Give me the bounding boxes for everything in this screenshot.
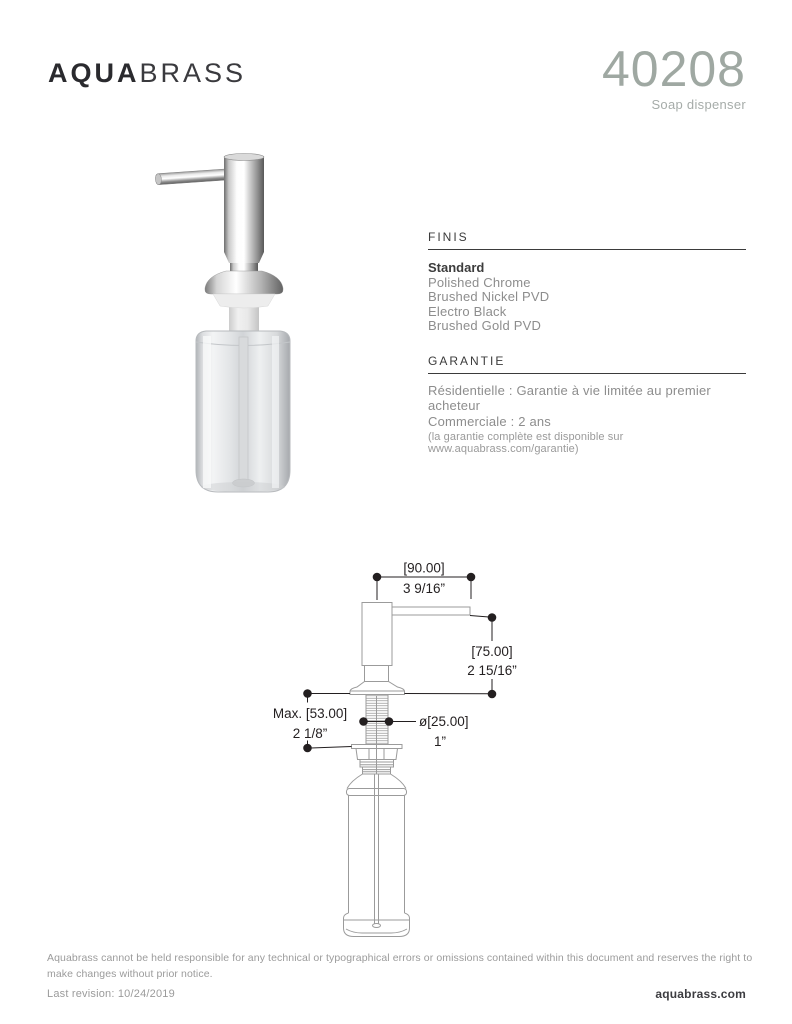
finish-divider [428,249,746,250]
product-number: 40208 [601,41,746,97]
finish-item: Brushed Gold PVD [428,318,542,333]
product-subtitle: Soap dispenser [651,97,746,112]
brand-logo [48,58,246,89]
finish-item: Polished Chrome [428,274,531,290]
warranty-commercial: Commerciale : 2 ans [428,413,552,429]
dim-height-mm-label: [75.00] [471,644,513,659]
info-column [428,230,746,455]
photo-pump-head [155,154,264,272]
dim-deck-mm-label: Max. [53.00] [272,706,348,721]
warranty-title: GARANTIE [428,353,506,368]
product-header [601,41,746,112]
footer-website-link[interactable]: aquabrass.com [655,987,746,1001]
dim-deck-in-label: 2 1/8” [292,726,328,741]
warranty-residential: Résidentielle : Garantie à vie limitée au premier acheteur [428,382,711,413]
footer-disclaimer: Aquabrass cannot be held responsible for any technical or typographical errors or omissions contained within this document and reserves the right to make changes without prior notice. [47,952,753,980]
finish-standard-label: Standard [428,260,485,275]
warranty-section [428,354,746,456]
dim-diameter-in-label: 1” [433,734,447,749]
photo-tube [239,337,248,483]
dim-height-in-label: 2 15/16” [467,663,517,678]
finish-title: FINIS [428,230,469,244]
dim-width-mm-label: [90.00] [403,560,445,576]
dim-diameter-mm-label: ø[25.00] [419,714,469,729]
dim-width-in-label: 3 9/16” [402,581,446,596]
drawing-outline [344,603,471,937]
footer-revision: Last revision: 10/24/2019 [47,988,175,1000]
technical-drawing [270,550,530,950]
photo-collar [205,271,283,308]
finish-item: Brushed Nickel PVD [428,289,550,304]
finish-item: Electro Black [428,303,507,319]
brand-logo-bold: AQUA [48,58,140,88]
warranty-note: (la garantie complète est disponible sur www.aquabrass.com/garantie) [428,431,624,455]
brand-logo-light: BRASS [139,58,247,88]
warranty-divider [428,373,746,374]
photo-bottle [196,331,290,492]
product-photo [130,140,330,500]
